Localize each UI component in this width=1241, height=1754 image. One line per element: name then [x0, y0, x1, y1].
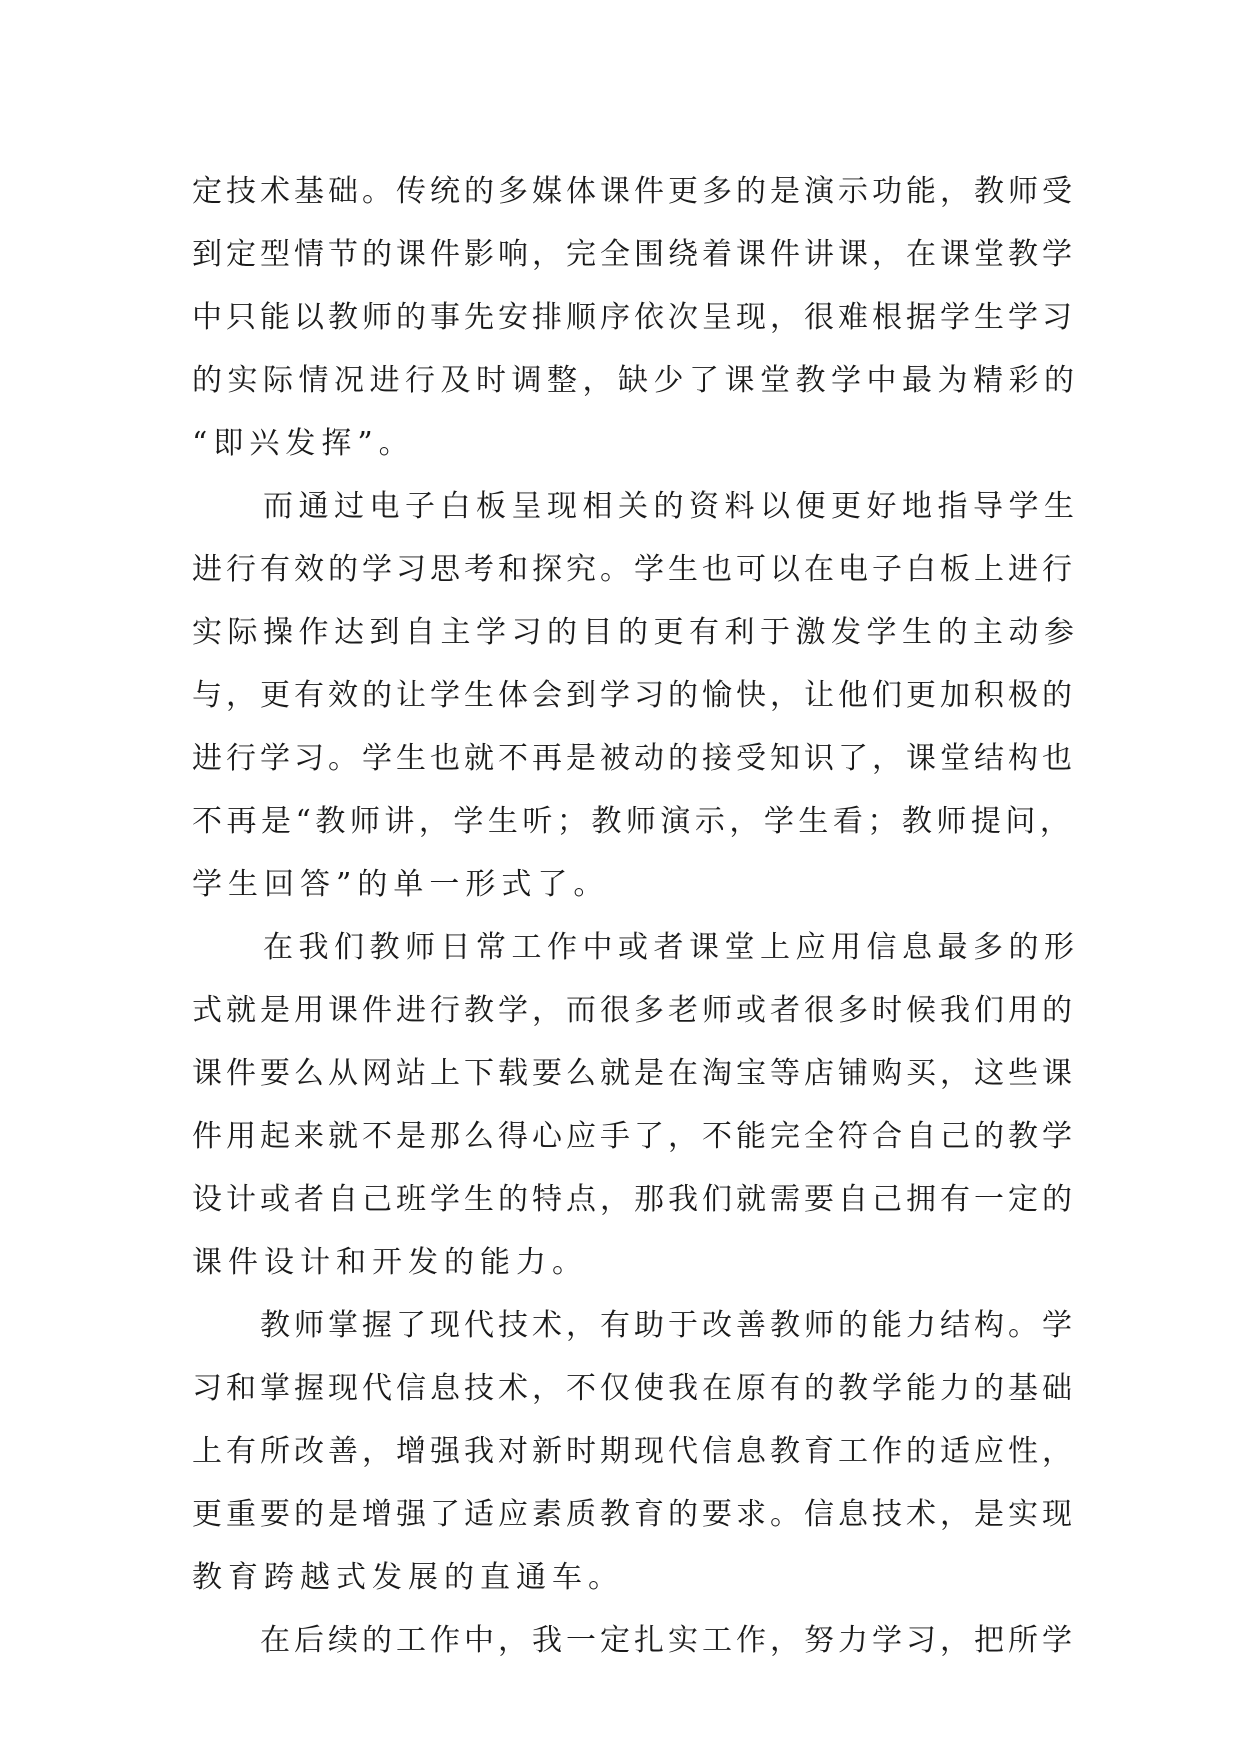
text-line: 进行有效的学习思考和探究。学生也可以在电子白板上进行 [192, 552, 1076, 587]
text-line: 到定型情节的课件影响，完全围绕着课件讲课，在课堂教学 [192, 237, 1076, 272]
text-line: 更重要的是增强了适应素质教育的要求。信息技术，是实现 [192, 1497, 1076, 1532]
text-line: 实际操作达到自主学习的目的更有利于激发学生的主动参 [192, 615, 1080, 650]
text-line: 在我们教师日常工作中或者课堂上应用信息最多的形 [192, 930, 1080, 965]
text-line: 定技术基础。传统的多媒体课件更多的是演示功能，教师受 [192, 174, 1076, 209]
text-line: 在后续的工作中，我一定扎实工作，努力学习，把所学 [192, 1623, 1076, 1658]
text-line: 件用起来就不是那么得心应手了，不能完全符合自己的教学 [192, 1119, 1076, 1154]
text-line: 进行学习。学生也就不再是被动的接受知识了，课堂结构也 [192, 741, 1076, 776]
text-line: 不再是“教师讲，学生听；教师演示，学生看；教师提问， [192, 804, 1075, 839]
text-line: “即兴发挥”。 [192, 426, 415, 461]
text-line: 与，更有效的让学生体会到学习的愉快，让他们更加积极的 [192, 678, 1076, 713]
text-line: 而通过电子白板呈现相关的资料以便更好地指导学生 [192, 489, 1080, 524]
text-line: 教育跨越式发展的直通车。 [192, 1560, 624, 1595]
text-line: 设计或者自己班学生的特点，那我们就需要自己拥有一定的 [192, 1182, 1076, 1217]
text-line: 学生回答”的单一形式了。 [192, 867, 610, 902]
text-line: 的实际情况进行及时调整，缺少了课堂教学中最为精彩的 [192, 363, 1080, 398]
body-text [192, 160, 1080, 1672]
text-line: 教师掌握了现代技术，有助于改善教师的能力结构。学 [192, 1308, 1076, 1343]
text-line: 上有所改善，增强我对新时期现代信息教育工作的适应性， [192, 1434, 1076, 1469]
text-line: 式就是用课件进行教学，而很多老师或者很多时候我们用的 [192, 993, 1076, 1028]
text-line: 中只能以教师的事先安排顺序依次呈现，很难根据学生学习 [192, 300, 1076, 335]
text-line: 习和掌握现代信息技术，不仅使我在原有的教学能力的基础 [192, 1371, 1076, 1406]
text-line: 课件要么从网站上下载要么就是在淘宝等店铺购买，这些课 [192, 1056, 1076, 1091]
text-line: 课件设计和开发的能力。 [192, 1245, 588, 1280]
